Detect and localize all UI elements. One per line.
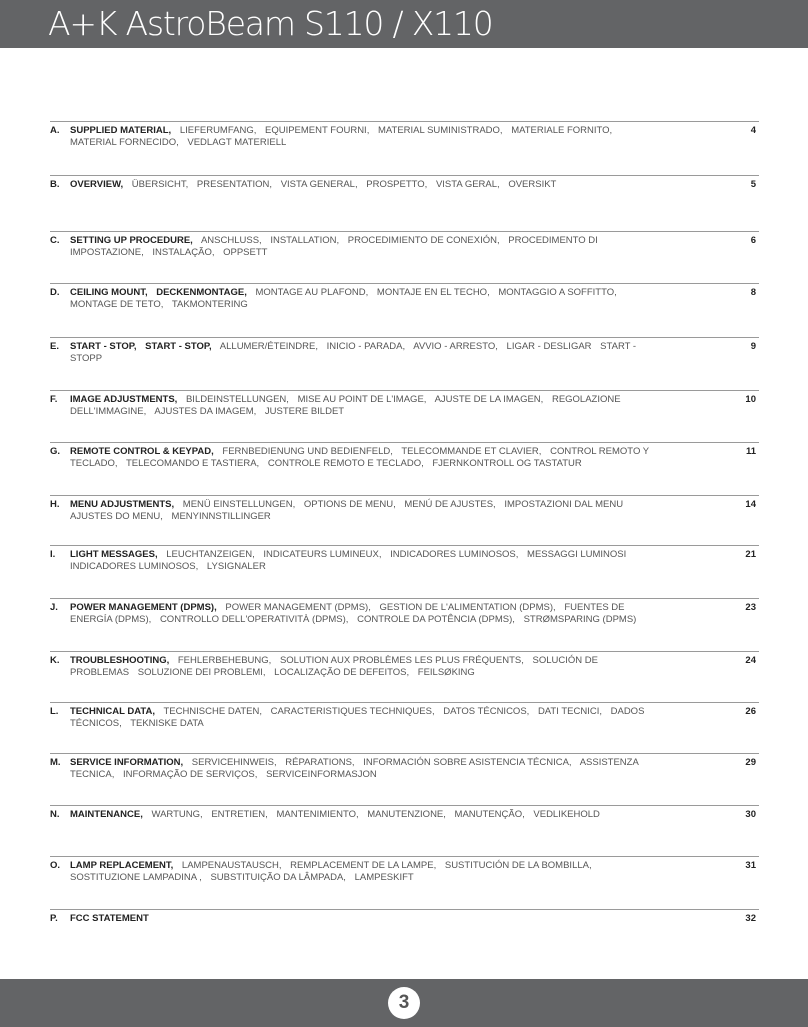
toc-entry-translation: INFORMACIÓN SOBRE ASISTENCIA TÉCNICA,: [363, 757, 572, 768]
toc-entry-page-number: 4: [750, 125, 756, 136]
toc-entry-text: [70, 235, 652, 258]
toc-entry-translation: TECHNISCHE DATEN,: [163, 706, 262, 717]
toc-entry-letter: D.: [50, 287, 60, 298]
toc-entry-translation: TELECOMANDO E TASTIERA,: [125, 457, 260, 469]
toc-entry-translation: RÉPARATIONS,: [285, 757, 355, 768]
toc-entry-translation: MANUTENZIONE,: [367, 809, 446, 820]
toc-entry-translation: WARTUNG,: [151, 809, 203, 820]
toc-entry[interactable]: [50, 121, 759, 148]
toc-entry-translation: MONTAGGIO A SOFFITTO,: [498, 287, 617, 298]
toc-entry-translation: SOLUTION AUX PROBLÈMES LES PLUS FRÉQUENTS,: [279, 655, 524, 666]
toc-entry-translation: DATI TECNICI,: [537, 706, 602, 717]
toc-entry-translation: REMPLACEMENT DE LA LAMPE,: [290, 860, 437, 871]
toc-entry-title: LAMP REPLACEMENT,: [70, 860, 174, 871]
toc-entry-translation: LYSIGNALER: [206, 560, 266, 572]
toc-entry-title-secondary: START - STOP,: [145, 341, 212, 352]
toc-entry-page-number: 29: [745, 757, 756, 768]
toc-entry-translation: OPPSETT: [223, 246, 268, 258]
toc-entry-translation: LOCALIZAÇÃO DE DEFEITOS,: [274, 666, 410, 678]
toc-entry-translation: TELECOMMANDE ET CLAVIER,: [401, 446, 542, 457]
toc-entry-page-number: 26: [745, 706, 756, 717]
toc-entry-title: REMOTE CONTROL & KEYPAD,: [70, 446, 214, 457]
toc-entry-translation: BILDEINSTELLUNGEN,: [185, 394, 289, 405]
toc-entry-translation: INDICADORES LUMINOSOS,: [70, 560, 199, 572]
toc-entry-translation: JUSTERE BILDET: [264, 405, 345, 417]
toc-entry-translation: FUENTES DE ENERGÍA (DPMS),: [70, 602, 625, 625]
page-footer: [0, 979, 808, 1027]
toc-entry-text: [70, 499, 652, 522]
toc-entry[interactable]: [50, 545, 759, 572]
toc-entry-translation: MANTENIMIENTO,: [276, 809, 359, 820]
toc-entry-translation: OPTIONS DE MENU,: [303, 499, 396, 510]
toc-entry-text: [70, 602, 652, 625]
toc-entry-text: [70, 655, 652, 678]
toc-entry-translation: LAMPENAUSTAUSCH,: [181, 860, 282, 871]
toc-entry[interactable]: [50, 337, 759, 364]
toc-entry-text: [70, 287, 652, 310]
toc-entry-letter: M.: [50, 757, 61, 768]
toc-entry-page-number: 6: [750, 235, 756, 246]
toc-entry-letter: E.: [50, 341, 59, 352]
toc-entry-letter: P.: [50, 913, 58, 924]
toc-entry-translation: IMPOSTAZIONI DAL MENU: [504, 499, 624, 510]
toc-entry[interactable]: [50, 856, 759, 883]
toc-entry-translation: AJUSTES DA IMAGEM,: [154, 405, 257, 417]
toc-entry-title: OVERVIEW,: [70, 179, 124, 190]
toc-entry-translation: MATERIALE FORNITO,: [511, 125, 613, 136]
toc-entry-letter: B.: [50, 179, 60, 190]
toc-entry-translation: DATOS TÉCNICOS,: [443, 706, 530, 717]
toc-entry-title: SETTING UP PROCEDURE,: [70, 235, 193, 246]
toc-entry-translation: SUSTITUCIÓN DE LA BOMBILLA,: [444, 860, 592, 871]
toc-entry-page-number: 10: [745, 394, 756, 405]
toc-entry-translation: MATERIAL FORNECIDO,: [70, 136, 179, 148]
page-number: 3: [388, 987, 420, 1019]
toc-entry-translation: MONTAJE EN EL TECHO,: [376, 287, 490, 298]
toc-entry[interactable]: [50, 702, 759, 729]
toc-entry-translation: FERNBEDIENUNG UND BEDIENFELD,: [222, 446, 393, 457]
toc-entry-letter: O.: [50, 860, 61, 871]
toc-entry-title: POWER MANAGEMENT (DPMS),: [70, 602, 217, 613]
toc-entry-translation: ENTRETIEN,: [211, 809, 268, 820]
toc-entry-translation: MONTAGE AU PLAFOND,: [255, 287, 369, 298]
toc-entry-translation: SOSTITUZIONE LAMPADINA ,: [70, 871, 202, 883]
toc-entry-translation: OVERSIKT: [508, 179, 557, 190]
toc-entry-title: LIGHT MESSAGES,: [70, 549, 158, 560]
toc-entry-translation: PRESENTATION,: [196, 179, 273, 190]
toc-entry-translation: FJERNKONTROLL OG TASTATUR: [432, 457, 582, 469]
toc-entry[interactable]: [50, 805, 759, 821]
toc-entry-translation: MANUTENÇÃO,: [454, 809, 525, 820]
toc-entry-page-number: 31: [745, 860, 756, 871]
toc-entry-page-number: 5: [750, 179, 756, 190]
toc-entry-page-number: 30: [745, 809, 756, 820]
toc-entry-letter: C.: [50, 235, 60, 246]
toc-entry-translation: POWER MANAGEMENT (DPMS),: [225, 602, 371, 613]
toc-entry-text: [70, 913, 652, 925]
toc-entry[interactable]: [50, 175, 759, 191]
toc-entry-translation: TAKMONTERING: [171, 298, 248, 310]
toc-entry-translation: ANSCHLUSS,: [200, 235, 262, 246]
toc-entry-title: IMAGE ADJUSTMENTS,: [70, 394, 178, 405]
toc-entry-title: START - STOP,: [70, 341, 137, 352]
toc-entry-translation: MENÜ EINSTELLUNGEN,: [182, 499, 296, 510]
toc-entry[interactable]: [50, 442, 759, 469]
toc-entry-letter: G.: [50, 446, 61, 457]
toc-entry-text: [70, 757, 652, 780]
toc-entry-letter: J.: [50, 602, 58, 613]
toc-entry-translation: SOLUCIÓN DE PROBLEMAS: [70, 655, 598, 678]
document-title: A+K AstroBeam S110 / X110: [48, 4, 493, 43]
toc-entry-translation: VISTA GENERAL,: [280, 179, 358, 190]
toc-entry-translation: START - STOPP: [70, 341, 637, 364]
toc-entry-translation: LIGAR - DESLIGAR: [506, 341, 592, 352]
toc-entry-title: CEILING MOUNT,: [70, 287, 148, 298]
toc-entry-translation: MATERIAL SUMINISTRADO,: [377, 125, 503, 136]
toc-entry-translation: VEDLAGT MATERIELL: [187, 136, 287, 148]
toc-entry-translation: VEDLIKEHOLD: [533, 809, 600, 820]
toc-entry-translation: LEUCHTANZEIGEN,: [166, 549, 255, 560]
toc-entry-translation: INSTALLATION,: [270, 235, 340, 246]
toc-entry-title: FCC STATEMENT: [70, 913, 149, 924]
page-header: [0, 0, 808, 48]
toc-entry-translation: MONTAGE DE TETO,: [70, 298, 164, 310]
toc-entry-translation: SUBSTITUIÇÃO DA LÂMPADA,: [210, 871, 346, 883]
toc-entry-page-number: 9: [750, 341, 756, 352]
toc-entry-text: [70, 125, 652, 148]
toc-entry-letter: N.: [50, 809, 60, 820]
toc-entry-title-secondary: DECKENMONTAGE,: [156, 287, 247, 298]
toc-entry-text: [70, 809, 652, 821]
toc-entry-translation: LAMPESKIFT: [354, 871, 414, 883]
toc-entry-translation: CARACTERISTIQUES TECHNIQUES,: [270, 706, 435, 717]
toc-entry-translation: VISTA GERAL,: [435, 179, 500, 190]
toc-entry-translation: INSTALAÇÃO,: [152, 246, 215, 258]
toc-entry[interactable]: [50, 495, 759, 522]
toc-entry-translation: REGOLAZIONE DELL'IMMAGINE,: [70, 394, 621, 417]
toc-entry-translation: ASSISTENZA TECNICA,: [70, 757, 639, 780]
toc-entry-text: [70, 549, 652, 572]
toc-entry-title: MAINTENANCE,: [70, 809, 143, 820]
toc-entry-text: [70, 341, 652, 364]
toc-entry-translation: AVVIO - ARRESTO,: [413, 341, 498, 352]
toc-entry-translation: STRØMSPARING (DPMS): [523, 613, 637, 625]
toc-entry-translation: ÜBERSICHT,: [131, 179, 189, 190]
toc-entry-title: TECHNICAL DATA,: [70, 706, 155, 717]
toc-entry-text: [70, 179, 652, 191]
toc-entry-translation: LIEFERUMFANG,: [179, 125, 257, 136]
toc-entry-translation: INFORMAÇÃO DE SERVIÇOS,: [122, 768, 258, 780]
toc-entry-page-number: 11: [745, 446, 756, 457]
toc-entry-title: SERVICE INFORMATION,: [70, 757, 184, 768]
toc-entry-translation: FEILSØKING: [417, 666, 475, 678]
toc-entry-page-number: 14: [745, 499, 756, 510]
toc-entry-page-number: 21: [745, 549, 756, 560]
toc-entry-translation: CONTROLE REMOTO E TECLADO,: [267, 457, 424, 469]
toc-entry-translation: ALLUMER/ÉTEINDRE,: [219, 341, 318, 352]
toc-entry-translation: FEHLERBEHEBUNG,: [177, 655, 272, 666]
toc-entry-translation: EQUIPEMENT FOURNI,: [265, 125, 370, 136]
toc-entry-translation: INICIO - PARADA,: [326, 341, 406, 352]
toc-entry-translation: INDICADORES LUMINOSOS,: [390, 549, 519, 560]
toc-entry-translation: MISE AU POINT DE L'IMAGE,: [297, 394, 427, 405]
toc-entry-translation: PROSPETTO,: [366, 179, 428, 190]
toc-entry-translation: MENYINNSTILLINGER: [171, 510, 271, 522]
toc-entry-translation: CONTROL REMOTO Y TECLADO,: [70, 446, 649, 469]
toc-entry-letter: A.: [50, 125, 60, 136]
toc-entry-title: SUPPLIED MATERIAL,: [70, 125, 172, 136]
toc-entry-text: [70, 706, 652, 729]
toc-entry-text: [70, 394, 652, 417]
toc-entry-translation: SERVICEINFORMASJON: [266, 768, 377, 780]
toc-entry-letter: I.: [50, 549, 56, 560]
toc-entry-translation: GESTION DE L'ALIMENTATION (DPMS),: [379, 602, 556, 613]
toc-entry-text: [70, 446, 652, 469]
toc-entry-translation: INDICATEURS LUMINEUX,: [263, 549, 382, 560]
toc-entry-translation: AJUSTE DE LA IMAGEN,: [434, 394, 544, 405]
toc-entry[interactable]: [50, 909, 759, 925]
toc-entry-page-number: 32: [745, 913, 756, 924]
toc-entry-title: TROUBLESHOOTING,: [70, 655, 170, 666]
toc-entry[interactable]: [50, 283, 759, 310]
toc-entry-translation: CONTROLE DA POTÊNCIA (DPMS),: [357, 613, 515, 625]
toc-entry-translation: DADOS TÉCNICOS,: [70, 706, 645, 729]
toc-entry-letter: L.: [50, 706, 59, 717]
toc-entry[interactable]: [50, 753, 759, 780]
toc-entry-translation: CONTROLLO DELL'OPERATIVITÀ (DPMS),: [159, 613, 349, 625]
toc-entry[interactable]: [50, 651, 759, 678]
toc-entry-translation: MESSAGGI LUMINOSI: [527, 549, 627, 560]
toc-entry[interactable]: [50, 390, 759, 417]
toc-entry-translation: PROCEDIMIENTO DE CONEXIÓN,: [347, 235, 500, 246]
toc-entry-page-number: 8: [750, 287, 756, 298]
toc-entry-page-number: 23: [745, 602, 756, 613]
toc-entry-letter: H.: [50, 499, 60, 510]
toc-entry-translation: TEKNISKE DATA: [130, 717, 204, 729]
toc-entry-translation: SERVICEHINWEIS,: [191, 757, 277, 768]
toc-entry-page-number: 24: [745, 655, 756, 666]
toc-entry-translation: PROCEDIMENTO DI IMPOSTAZIONE,: [70, 235, 598, 258]
toc-entry-translation: MENÚ DE AJUSTES,: [404, 499, 496, 510]
toc-entry[interactable]: [50, 598, 759, 625]
toc-entry-title: MENU ADJUSTMENTS,: [70, 499, 175, 510]
toc-entry-translation: SOLUZIONE DEI PROBLEMI,: [137, 666, 266, 678]
toc-entry-text: [70, 860, 652, 883]
toc-entry-letter: K.: [50, 655, 60, 666]
toc-entry-letter: F.: [50, 394, 58, 405]
toc-entry[interactable]: [50, 231, 759, 258]
toc-entry-translation: AJUSTES DO MENU,: [70, 510, 163, 522]
